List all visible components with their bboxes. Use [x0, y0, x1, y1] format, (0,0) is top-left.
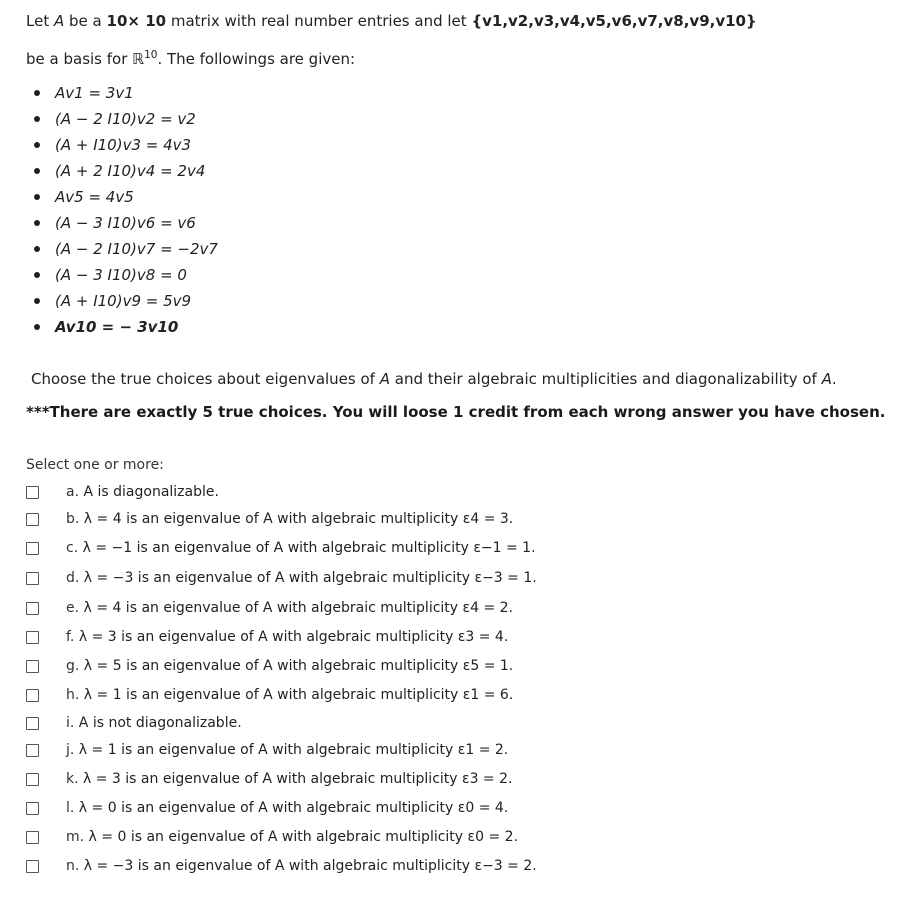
- option-letter: l.: [66, 800, 75, 816]
- option-e[interactable]: [26, 597, 513, 619]
- intro-text: be a: [69, 12, 102, 30]
- option-text: λ = 1 is an eigenvalue of A with algebraic multiplicity ε1 = 2.: [78, 742, 509, 758]
- intro-text: . The followings are given:: [157, 50, 356, 68]
- option-letter: g.: [66, 658, 80, 674]
- option-a[interactable]: [26, 481, 219, 503]
- reals-exponent: 10: [144, 49, 158, 61]
- option-text: λ = −3 is an eigenvalue of A with algebraic multiplicity ε−3 = 1.: [83, 570, 537, 586]
- option-n[interactable]: [26, 855, 537, 877]
- option-i[interactable]: [26, 712, 242, 734]
- option-g[interactable]: [26, 655, 513, 677]
- equation-item: [26, 314, 218, 340]
- option-c[interactable]: [26, 537, 536, 559]
- checkbox[interactable]: [26, 486, 39, 499]
- equation-text: (A + I10)v3 = 4v3: [55, 136, 192, 154]
- checkbox[interactable]: [26, 689, 39, 702]
- option-letter: d.: [66, 570, 80, 586]
- option-letter: k.: [66, 771, 79, 787]
- equation-item: [26, 158, 218, 184]
- equation-text: Av5 = 4v5: [55, 188, 134, 206]
- checkbox[interactable]: [26, 631, 39, 644]
- option-letter: a.: [66, 484, 80, 500]
- option-l[interactable]: [26, 797, 508, 819]
- equation-item: [26, 262, 218, 288]
- bullet-icon: [34, 116, 40, 122]
- bullet-icon: [34, 194, 40, 200]
- checkbox[interactable]: [26, 860, 39, 873]
- option-letter: h.: [66, 687, 80, 703]
- option-letter: n.: [66, 858, 80, 874]
- option-text: λ = 3 is an eigenvalue of A with algebraic multiplicity ε3 = 2.: [83, 771, 513, 787]
- equation-text: (A − 3 I10)v8 = 0: [55, 266, 187, 284]
- option-letter: c.: [66, 540, 79, 556]
- equation-text: (A − 3 I10)v6 = v6: [55, 214, 196, 232]
- matrix-symbol: A: [53, 12, 65, 30]
- bullet-icon: [34, 324, 40, 330]
- matrix-symbol: A: [379, 370, 390, 388]
- option-text: λ = 4 is an eigenvalue of A with algebraic multiplicity ε4 = 3.: [83, 511, 514, 527]
- option-f[interactable]: [26, 626, 508, 648]
- checkbox[interactable]: [26, 717, 39, 730]
- select-label: Select one or more:: [26, 457, 164, 473]
- option-text: λ = 3 is an eigenvalue of A with algebraic multiplicity ε3 = 4.: [78, 629, 509, 645]
- bullet-icon: [34, 298, 40, 304]
- question-part: Choose the true choices about eigenvalues of: [31, 370, 375, 388]
- checkbox[interactable]: [26, 831, 39, 844]
- bullet-icon: [34, 142, 40, 148]
- bullet-icon: [34, 246, 40, 252]
- option-b[interactable]: [26, 508, 513, 530]
- problem-intro-line-1: [26, 11, 757, 31]
- bullet-icon: [34, 272, 40, 278]
- equation-text: (A + I10)v9 = 5v9: [55, 292, 192, 310]
- option-d[interactable]: [26, 567, 537, 589]
- equation-item: [26, 132, 218, 158]
- option-text: λ = 1 is an eigenvalue of A with algebraic multiplicity ε1 = 6.: [83, 687, 514, 703]
- problem-intro-line-2: [26, 49, 355, 69]
- bullet-icon: [34, 220, 40, 226]
- equation-text: Av10 = − 3v10: [55, 318, 179, 336]
- equation-item: [26, 236, 218, 262]
- option-letter: m.: [66, 829, 85, 845]
- intro-text: be a basis for: [26, 50, 128, 68]
- checkbox[interactable]: [26, 660, 39, 673]
- option-text: λ = 4 is an eigenvalue of A with algebraic multiplicity ε4 = 2.: [83, 600, 513, 616]
- instruction-warning: ***There are exactly 5 true choices. You will loose 1 credit from each wrong answer you have chosen.: [26, 403, 886, 421]
- question-part: and their algebraic multiplicities and diagonalizability of: [394, 370, 817, 388]
- intro-text: Let: [26, 12, 50, 30]
- basis-set: {v1,v2,v3,v4,v5,v6,v7,v8,v9,v10}: [471, 12, 757, 30]
- option-h[interactable]: [26, 684, 513, 706]
- reals-symbol: ℝ: [132, 50, 145, 68]
- question-text: [31, 370, 837, 388]
- option-letter: j.: [66, 742, 75, 758]
- equation-item: [26, 80, 218, 106]
- checkbox[interactable]: [26, 602, 39, 615]
- checkbox[interactable]: [26, 572, 39, 585]
- option-letter: f.: [66, 629, 75, 645]
- option-text: A is not diagonalizable.: [78, 715, 242, 731]
- option-text: λ = 5 is an eigenvalue of A with algebraic multiplicity ε5 = 1.: [83, 658, 514, 674]
- bullet-icon: [34, 168, 40, 174]
- option-letter: b.: [66, 511, 80, 527]
- checkbox[interactable]: [26, 513, 39, 526]
- equation-text: Av1 = 3v1: [55, 84, 134, 102]
- option-letter: i.: [66, 715, 75, 731]
- option-text: λ = 0 is an eigenvalue of A with algebraic multiplicity ε0 = 4.: [78, 800, 509, 816]
- equation-item: [26, 210, 218, 236]
- option-letter: e.: [66, 600, 80, 616]
- question-part: .: [831, 370, 837, 388]
- matrix-dimension: 10× 10: [106, 12, 167, 30]
- option-m[interactable]: [26, 826, 518, 848]
- option-k[interactable]: [26, 768, 512, 790]
- matrix-symbol: A: [821, 370, 832, 388]
- option-j[interactable]: [26, 739, 508, 761]
- checkbox[interactable]: [26, 802, 39, 815]
- equation-item: [26, 106, 218, 132]
- bullet-icon: [34, 90, 40, 96]
- option-text: λ = −3 is an eigenvalue of A with algebraic multiplicity ε−3 = 2.: [83, 858, 537, 874]
- equation-item: [26, 288, 218, 314]
- option-text: λ = −1 is an eigenvalue of A with algebraic multiplicity ε−1 = 1.: [82, 540, 536, 556]
- option-text: A is diagonalizable.: [83, 484, 219, 500]
- checkbox[interactable]: [26, 542, 39, 555]
- equation-text: (A − 2 I10)v2 = v2: [55, 110, 196, 128]
- intro-text: matrix with real number entries and let: [170, 12, 467, 30]
- equation-text: (A + 2 I10)v4 = 2v4: [55, 162, 206, 180]
- equation-text: (A − 2 I10)v7 = −2v7: [55, 240, 218, 258]
- given-equations-list: [26, 80, 218, 340]
- option-text: λ = 0 is an eigenvalue of A with algebraic multiplicity ε0 = 2.: [88, 829, 518, 845]
- checkbox[interactable]: [26, 744, 39, 757]
- checkbox[interactable]: [26, 773, 39, 786]
- equation-item: [26, 184, 218, 210]
